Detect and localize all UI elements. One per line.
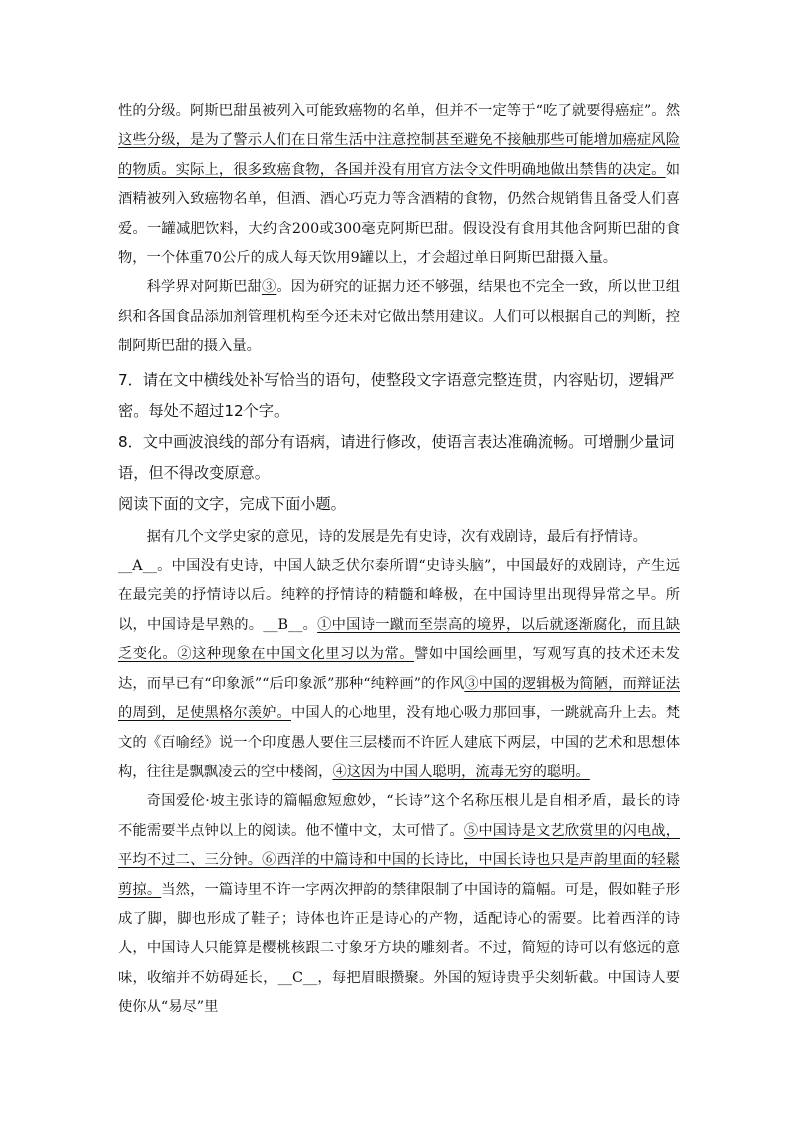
sentence-number-2: ② (177, 646, 193, 663)
question-7: 7．请在文中横线处补写恰当的语句，使整段文字语意完整连贯，内容贴切，逻辑严密。每处不超过12个字。 (118, 370, 675, 420)
sentence-5-text: 中国诗是文艺欣赏里的闪电战，平均不过二、三分钟。 (118, 822, 681, 869)
passage2-text: 中国人的心地里，没有地心吸力那回事，一跳就高升上去。梵文的《百喻经》说一个印度愚人要住三层楼而不许匠人建底下两层，中国的艺术和思想体构，往往是飘飘凌云的空中楼阁， (118, 705, 681, 780)
sentence-number-1: ① (317, 616, 332, 633)
sentence-number-6: ⑥ (262, 852, 277, 869)
passage2-text: 当然，一篇诗里不许一字两次押韵的禁律限制了中国诗的篇幅。可是，假如鞋子形成了脚，脚也形成了鞋子；诗体也许正是诗心的产物，适配诗心的需要。比着西洋的诗人，中国诗人只能算是樱桃核跟二寸象牙方块的雕刻者。不过，简短的诗可以有悠远的意味，收缩并不妨碍延长， (118, 881, 681, 986)
sentence-3-text: 中国的逻辑极为简陋，而辩证法的周到，足使黑格尔羡妒。 (118, 675, 681, 722)
passage2-paragraph-1: 据有几个文学史家的意见，诗的发展是先有史诗，次有戏剧诗，最后有抒情诗。 (146, 528, 647, 545)
sentence-2-text: 这种现象在中国文化里习以为常。 (192, 646, 415, 663)
question-8: 8．文中画波浪线的部分有语病，请进行修改，使语言表达准确流畅。可增删少量词语，但不得改变原意。 (118, 432, 675, 482)
passage1-text: 科学界对阿斯巴甜 (146, 279, 262, 296)
passage1-paragraph-1 (118, 97, 680, 273)
underlined-sentence-4 (332, 764, 589, 780)
sentence-6-text: 西洋的中篇诗和中国的长诗比，中国长诗也只是声韵里面的轻鬆剪掠。 (118, 852, 681, 898)
passage2-text: 。中国没有史诗，中国人缺乏伏尔泰所谓“史诗头脑”，中国最好的戏剧诗，产生远在最完美的抒情诗以后。纯粹的抒情诗的精髓和峰极，在中国诗里出现得异常之早。所以，中国诗是早熟的。 (118, 558, 680, 633)
passage2-text: 譬如中国绘画里，写观写真的技术还未发达，而早已有“印象派”“后印象派”那种“纯粹画”的作风 (118, 646, 681, 692)
passage1-text: 性的分级。阿斯巴甜虽被列入可能致癌物的名单，但并不一定等于“吃了就要得癌症”。然 (118, 103, 680, 119)
passage2-paragraph-3 (118, 787, 680, 1022)
blank-b: __B__ (263, 616, 303, 633)
sentence-number-4: ④ (332, 763, 347, 780)
passage2-paragraph-2 (118, 552, 680, 787)
underlined-sentence-2 (177, 646, 414, 662)
blank-a: __A__ (118, 558, 157, 575)
blank-c: __C__ (277, 969, 318, 986)
passage1-text: 如酒精被列入致癌物名单，但酒、酒心巧克力等含酒精的食物，仍然合规销售且备受人们喜爱。一罐减肥饮料，大约含200或300毫克阿斯巴甜。假设没有食用其他含阿斯巴甜的食物，一个体重70公斤的成人每天饮用9罐以上，才会超过单日阿斯巴甜摄入量。 (118, 161, 680, 267)
passage1-paragraph-2 (118, 273, 680, 361)
passage2-text: 。 (302, 616, 318, 633)
passage2-text: ，每把眉眼攒聚。外国的短诗贵乎尖刻斩截。中国诗人要使你从“易尽”里 (118, 969, 680, 1016)
passage2 (118, 523, 680, 1023)
sentence-number-3: ③ (464, 675, 479, 692)
passage2-text: 奇国爱伦·坡主张诗的篇幅愈短愈妙，“长诗”这个名称压根儿是自相矛盾，最长的诗不能需要半点钟以上的阅读。他不懂中文，太可惜了。 (118, 793, 680, 839)
sentence-4-text: 这因为中国人聪明，流毒无穷的聪明。 (346, 763, 590, 780)
underlined-blank-sentence: 这些分级，是为了警示人们在日常生活中注意控制甚至避免不接触那些可能增加癌症风险的物质。实际上，很多致癌食物，各国并没有用官方法令文件明确地做出禁售的决定。 (118, 132, 680, 178)
passage1-text: 。因为研究的证据力还不够强，结果也不完全一致，所以世卫组织和各国食品添加剂管理机构至今还未对它做出禁用建议。人们可以根据自己的判断，控制阿斯巴甜的摄入量。 (118, 279, 681, 355)
reading-instruction: 阅读下面的文字，完成下面小题。 (118, 494, 346, 513)
page-content (118, 97, 680, 1023)
sentence-number-5: ⑤ (463, 822, 479, 839)
sentence-1-text: 中国诗一蹴而至崇高的境界，以后就逐渐腐化，而且缺乏变化。 (118, 616, 681, 663)
blank-marker-3: ③ (261, 279, 277, 296)
